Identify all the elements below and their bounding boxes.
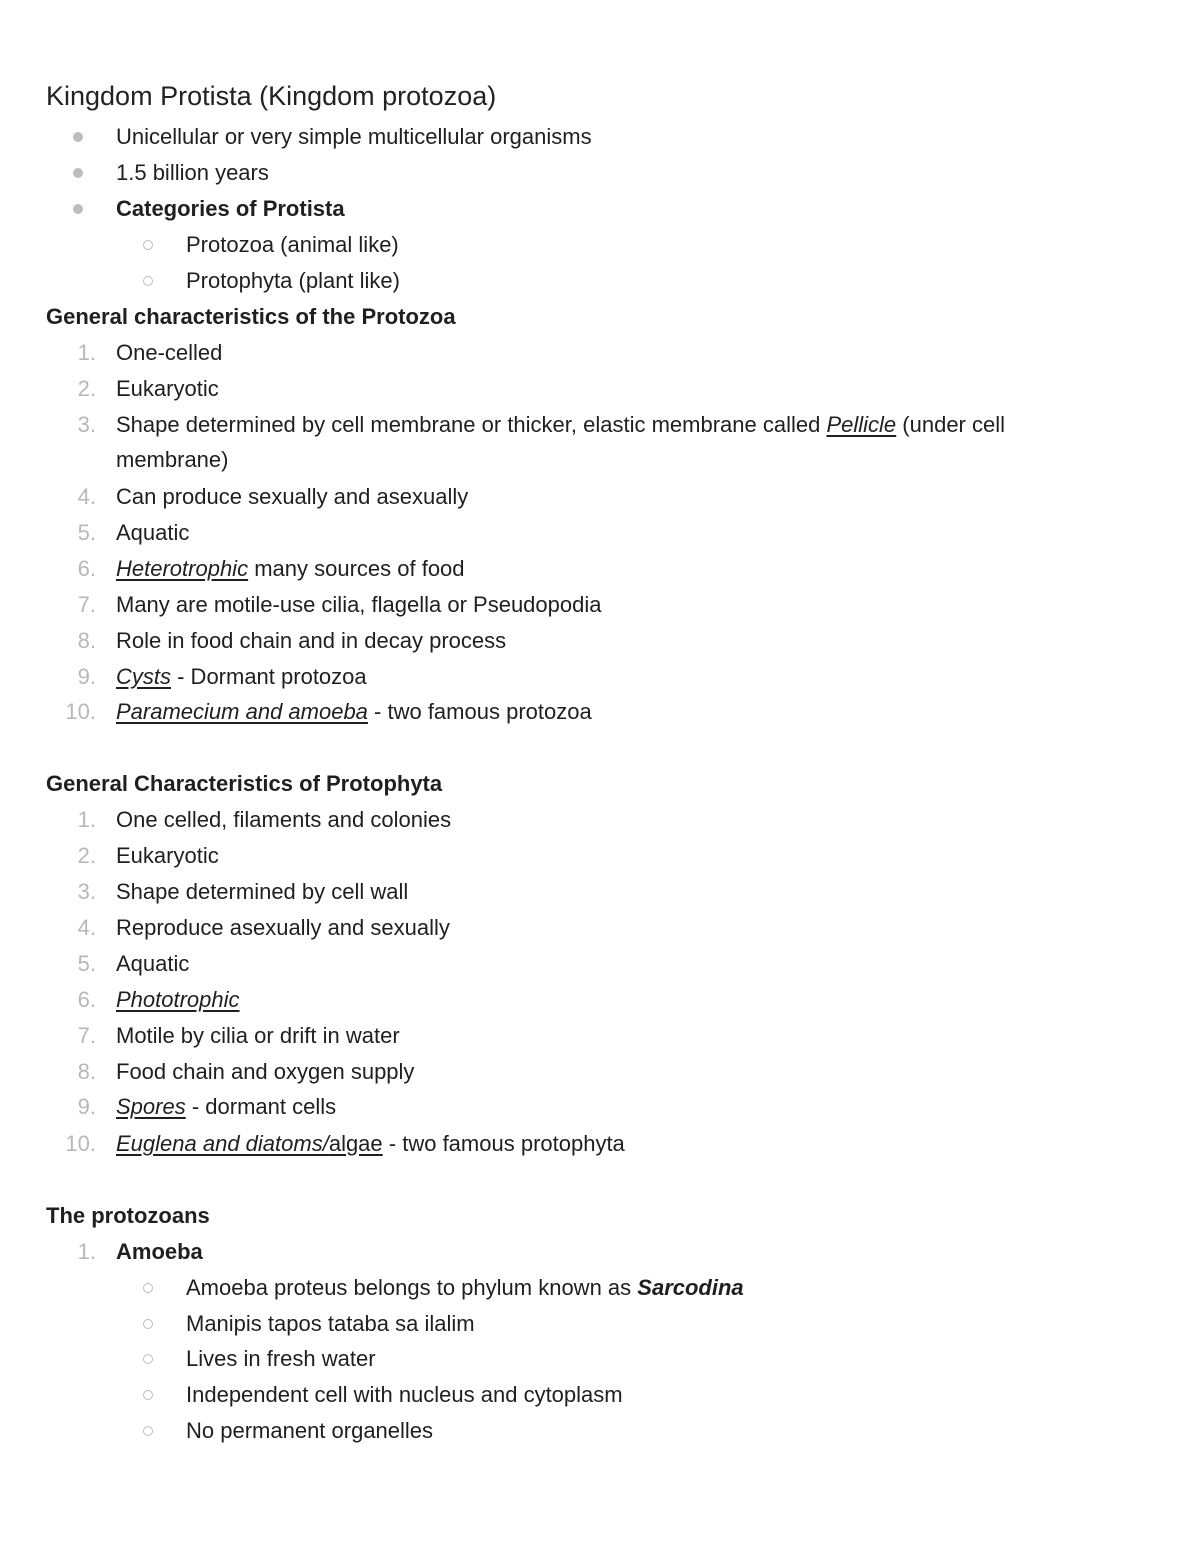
list-number: 2. — [77, 843, 96, 868]
list-item: Aquatic — [116, 520, 190, 545]
bullet-circle — [143, 276, 153, 286]
section-heading-protozoans: The protozoans — [46, 1203, 210, 1228]
category-item: Protozoa (animal like) — [186, 232, 399, 257]
list-number: 2. — [77, 376, 96, 401]
list-number: 9. — [77, 1094, 96, 1119]
sub-item: No permanent organelles — [186, 1418, 434, 1443]
term-heterotrophic: Heterotrophic — [116, 556, 249, 581]
sub-item: Manipis tapos tataba sa ilalim — [186, 1311, 475, 1336]
list-item: Can produce sexually and asexually — [116, 484, 469, 509]
bullet-circle — [143, 1319, 153, 1329]
list-number: 6. — [77, 556, 96, 581]
term-sarcodina: Sarcodina — [637, 1275, 744, 1300]
term-spores: Spores — [116, 1094, 186, 1119]
term-phototrophic: Phototrophic — [116, 987, 240, 1012]
list-item — [116, 409, 1005, 441]
term-paramecium-amoeba: Paramecium and amoeba — [116, 699, 368, 724]
list-item — [116, 696, 592, 728]
list-item: Food chain and oxygen supply — [116, 1059, 415, 1084]
item-text: (under cell — [896, 412, 1006, 437]
list-number: 1. — [77, 1239, 96, 1264]
list-number: 7. — [77, 1023, 96, 1048]
list-item: One celled, filaments and colonies — [116, 807, 452, 832]
bullet-dot — [73, 168, 83, 178]
term-algae: algae — [328, 1131, 383, 1156]
list-number: 1. — [77, 807, 96, 832]
list-item: Role in food chain and in decay process — [116, 628, 507, 653]
list-item: Reproduce asexually and sexually — [116, 915, 450, 940]
section-heading-protozoa: General characteristics of the Protozoa — [46, 304, 456, 329]
list-item — [116, 984, 240, 1016]
list-item: Eukaryotic — [116, 376, 219, 401]
bullet-circle — [143, 1283, 153, 1293]
bullet-circle — [143, 240, 153, 250]
list-item-amoeba: Amoeba — [116, 1239, 203, 1264]
list-number: 4. — [77, 915, 96, 940]
bullet-circle — [143, 1390, 153, 1400]
list-item: Motile by cilia or drift in water — [116, 1023, 400, 1048]
list-number: 4. — [77, 484, 96, 509]
list-number: 10. — [65, 699, 96, 724]
list-item — [116, 661, 367, 693]
list-item — [116, 1091, 336, 1123]
list-item: Shape determined by cell wall — [116, 879, 409, 904]
bullet-circle — [143, 1426, 153, 1436]
section-heading-protophyta: General Characteristics of Protophyta — [46, 771, 443, 796]
list-number: 1. — [77, 340, 96, 365]
term-euglena-diatoms: Euglena and diatoms/ — [116, 1131, 329, 1156]
list-item: One-celled — [116, 340, 223, 365]
list-number: 5. — [77, 520, 96, 545]
bullet-circle — [143, 1354, 153, 1364]
list-number: 3. — [77, 412, 96, 437]
page-title: Kingdom Protista (Kingdom protozoa) — [46, 81, 497, 111]
list-number: 8. — [77, 1059, 96, 1084]
category-item: Protophyta (plant like) — [186, 268, 400, 293]
intro-bullet: 1.5 billion years — [116, 160, 269, 185]
intro-bullet-categories: Categories of Protista — [116, 196, 345, 221]
list-number: 10. — [65, 1131, 96, 1156]
item-text: - Dormant protozoa — [171, 664, 367, 689]
item-text: - two famous protophyta — [382, 1131, 625, 1156]
bullet-dot — [73, 204, 83, 214]
list-item: Aquatic — [116, 951, 190, 976]
item-text: - dormant cells — [185, 1094, 337, 1119]
term-cysts: Cysts — [116, 664, 171, 689]
item-text: Amoeba proteus belongs to phylum known as — [186, 1275, 638, 1300]
term-pellicle: Pellicle — [826, 412, 897, 437]
list-number: 6. — [77, 987, 96, 1012]
list-number: 3. — [77, 879, 96, 904]
list-number: 7. — [77, 592, 96, 617]
list-item — [116, 1128, 625, 1160]
list-number: 5. — [77, 951, 96, 976]
item-text: - two famous protozoa — [367, 699, 592, 724]
list-item: Eukaryotic — [116, 843, 219, 868]
sub-item: Lives in fresh water — [186, 1346, 376, 1371]
list-item: Many are motile-use cilia, flagella or Pseudopodia — [116, 592, 602, 617]
list-item-continuation: membrane) — [116, 447, 229, 472]
list-number: 8. — [77, 628, 96, 653]
item-text: many sources of food — [248, 556, 465, 581]
item-text: Shape determined by cell membrane or thicker, elastic membrane called — [116, 412, 827, 437]
bullet-dot — [73, 132, 83, 142]
sub-item — [186, 1272, 744, 1304]
list-item — [116, 553, 465, 585]
list-number: 9. — [77, 664, 96, 689]
intro-bullet: Unicellular or very simple multicellular organisms — [116, 124, 592, 149]
sub-item: Independent cell with nucleus and cytoplasm — [186, 1382, 623, 1407]
